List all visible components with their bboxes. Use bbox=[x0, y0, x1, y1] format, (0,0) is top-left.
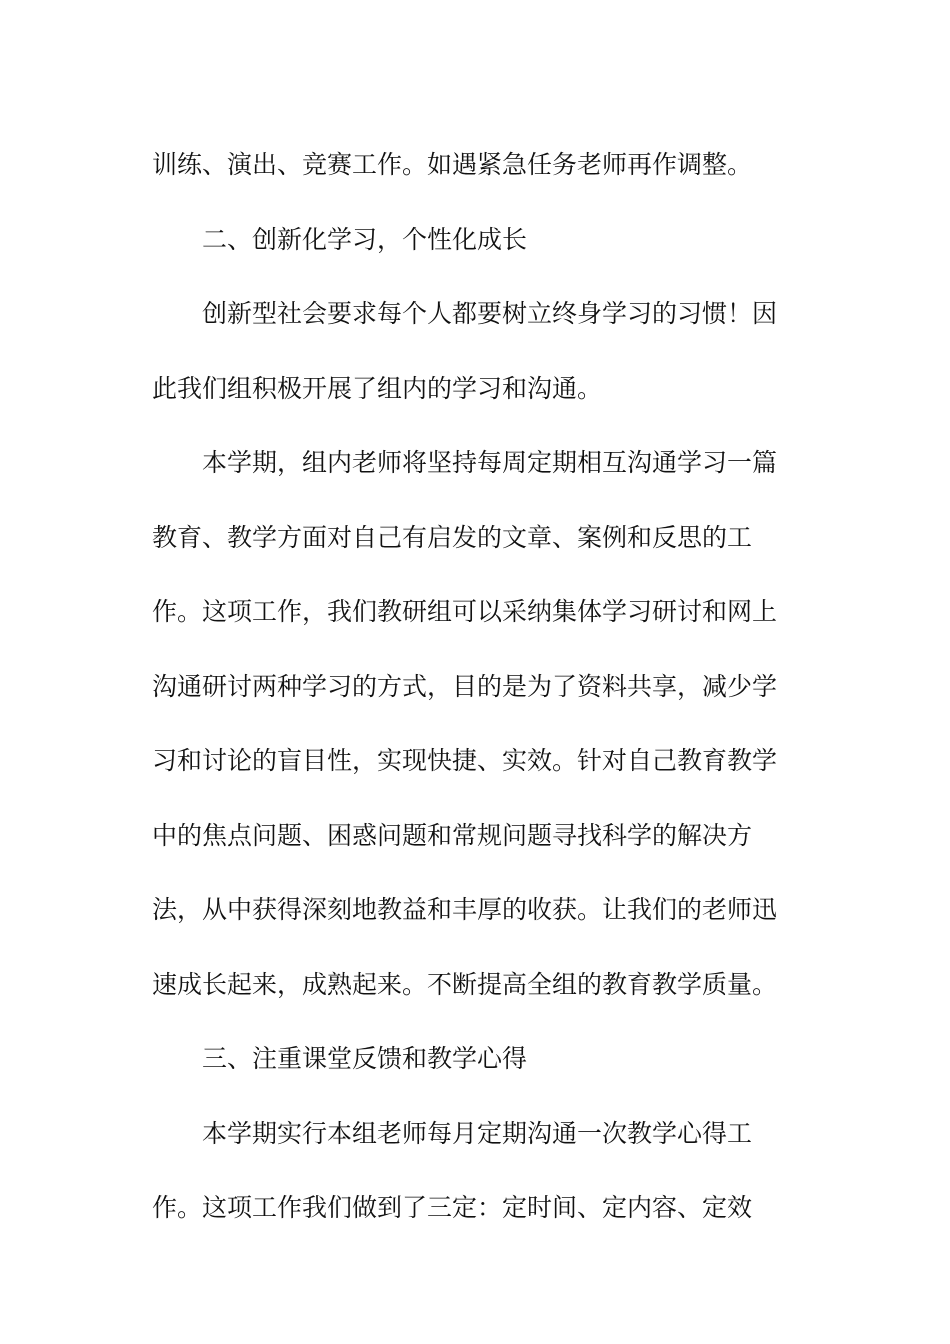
text-line: 中的焦点问题、困惑问题和常规问题寻找科学的解决方 bbox=[152, 820, 753, 850]
text-line: 此我们组积极开展了组内的学习和沟通。 bbox=[152, 373, 603, 403]
text-line: 本学期，组内老师将坚持每周定期相互沟通学习一篇 bbox=[202, 448, 778, 477]
text-line: 速成长起来，成熟起来。不断提高全组的教育教学质量。 bbox=[152, 969, 778, 999]
text-line: 作。这项工作我们做到了三定：定时间、定内容、定效 bbox=[152, 1193, 753, 1222]
text-line: 法，从中获得深刻地教益和丰厚的收获。让我们的老师迅 bbox=[152, 895, 778, 924]
text-line: 本学期实行本组老师每月定期沟通一次教学心得工 bbox=[202, 1118, 753, 1148]
section-heading: 三、注重课堂反馈和教学心得 bbox=[202, 1044, 528, 1073]
document-body bbox=[152, 128, 802, 1246]
text-line: 训练、演出、竞赛工作。如遇紧急任务老师再作调整。 bbox=[152, 150, 753, 179]
text-line: 创新型社会要求每个人都要树立终身学习的习惯！因 bbox=[202, 299, 778, 328]
text-line: 教育、教学方面对自己有启发的文章、案例和反思的工 bbox=[152, 522, 753, 552]
text-line: 作。这项工作，我们教研组可以采纳集体学习研讨和网上 bbox=[152, 597, 778, 626]
text-line: 习和讨论的盲目性，实现快捷、实效。针对自己教育教学 bbox=[152, 746, 778, 775]
section-heading: 二、创新化学习，个性化成长 bbox=[202, 224, 528, 254]
text-line: 沟通研讨两种学习的方式，目的是为了资料共享，减少学 bbox=[152, 671, 778, 701]
